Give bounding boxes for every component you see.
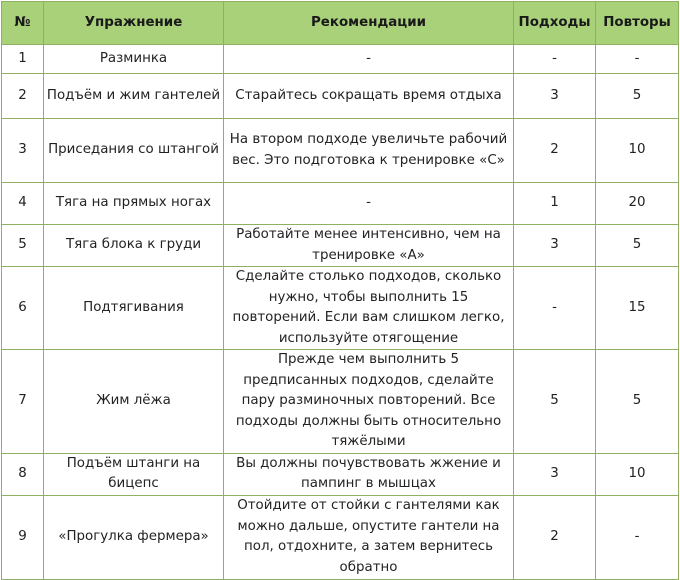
- header-number: №: [2, 2, 44, 45]
- cell-recommendation: Сделайте столько подходов, сколько нужно, чтобы выполнить 15 повторений. Если вам слишком легко, используйте отягощение: [224, 267, 514, 350]
- cell-reps: 20: [596, 183, 679, 225]
- table-row: [2, 225, 679, 267]
- table-row: [2, 183, 679, 225]
- table-row: [2, 495, 679, 579]
- cell-number: 9: [2, 495, 44, 579]
- cell-reps: -: [596, 45, 679, 74]
- cell-number: 7: [2, 350, 44, 454]
- header-reps: Повторы: [596, 2, 679, 45]
- table-header-row: [2, 2, 679, 45]
- cell-sets: -: [514, 267, 596, 350]
- cell-reps: 5: [596, 74, 679, 119]
- table-row: [2, 74, 679, 119]
- cell-recommendation: Прежде чем выполнить 5 предписанных подходов, сделайте пару разминочных повторений. Все подходы должны быть относительно тяжёлыми: [224, 350, 514, 454]
- cell-exercise: Тяга блока к груди: [44, 225, 224, 267]
- cell-number: 2: [2, 74, 44, 119]
- cell-recommendation: -: [224, 183, 514, 225]
- cell-exercise: Подъём штанги на бицепс: [44, 453, 224, 495]
- cell-exercise: Тяга на прямых ногах: [44, 183, 224, 225]
- cell-recommendation: Отойдите от стойки с гантелями как можно дальше, опустите гантели на пол, отдохните, а затем вернитесь обратно: [224, 495, 514, 579]
- table-row: [2, 267, 679, 350]
- cell-exercise: Жим лёжа: [44, 350, 224, 454]
- cell-reps: 5: [596, 225, 679, 267]
- cell-number: 1: [2, 45, 44, 74]
- cell-recommendation: Старайтесь сокращать время отдыха: [224, 74, 514, 119]
- cell-sets: 3: [514, 74, 596, 119]
- table-row: [2, 453, 679, 495]
- cell-sets: 1: [514, 183, 596, 225]
- cell-sets: -: [514, 45, 596, 74]
- workout-table: [1, 1, 679, 580]
- header-sets: Подходы: [514, 2, 596, 45]
- cell-number: 8: [2, 453, 44, 495]
- cell-exercise: Подтягивания: [44, 267, 224, 350]
- cell-number: 4: [2, 183, 44, 225]
- cell-sets: 3: [514, 453, 596, 495]
- table-row: [2, 119, 679, 183]
- cell-number: 5: [2, 225, 44, 267]
- cell-exercise: Приседания со штангой: [44, 119, 224, 183]
- cell-recommendation: Вы должны почувствовать жжение и пампинг в мышцах: [224, 453, 514, 495]
- cell-reps: 10: [596, 453, 679, 495]
- cell-number: 6: [2, 267, 44, 350]
- cell-reps: 5: [596, 350, 679, 454]
- cell-sets: 2: [514, 495, 596, 579]
- cell-recommendation: На втором подходе увеличьте рабочий вес. Это подготовка к тренировке «С»: [224, 119, 514, 183]
- cell-exercise: Подъём и жим гантелей: [44, 74, 224, 119]
- table-row: [2, 45, 679, 74]
- cell-reps: -: [596, 495, 679, 579]
- cell-recommendation: Работайте менее интенсивно, чем на тренировке «А»: [224, 225, 514, 267]
- cell-recommendation: -: [224, 45, 514, 74]
- table-row: [2, 350, 679, 454]
- cell-reps: 15: [596, 267, 679, 350]
- cell-reps: 10: [596, 119, 679, 183]
- cell-sets: 2: [514, 119, 596, 183]
- cell-sets: 3: [514, 225, 596, 267]
- cell-number: 3: [2, 119, 44, 183]
- header-exercise: Упражнение: [44, 2, 224, 45]
- cell-exercise: «Прогулка фермера»: [44, 495, 224, 579]
- cell-exercise: Разминка: [44, 45, 224, 74]
- header-recommendations: Рекомендации: [224, 2, 514, 45]
- cell-sets: 5: [514, 350, 596, 454]
